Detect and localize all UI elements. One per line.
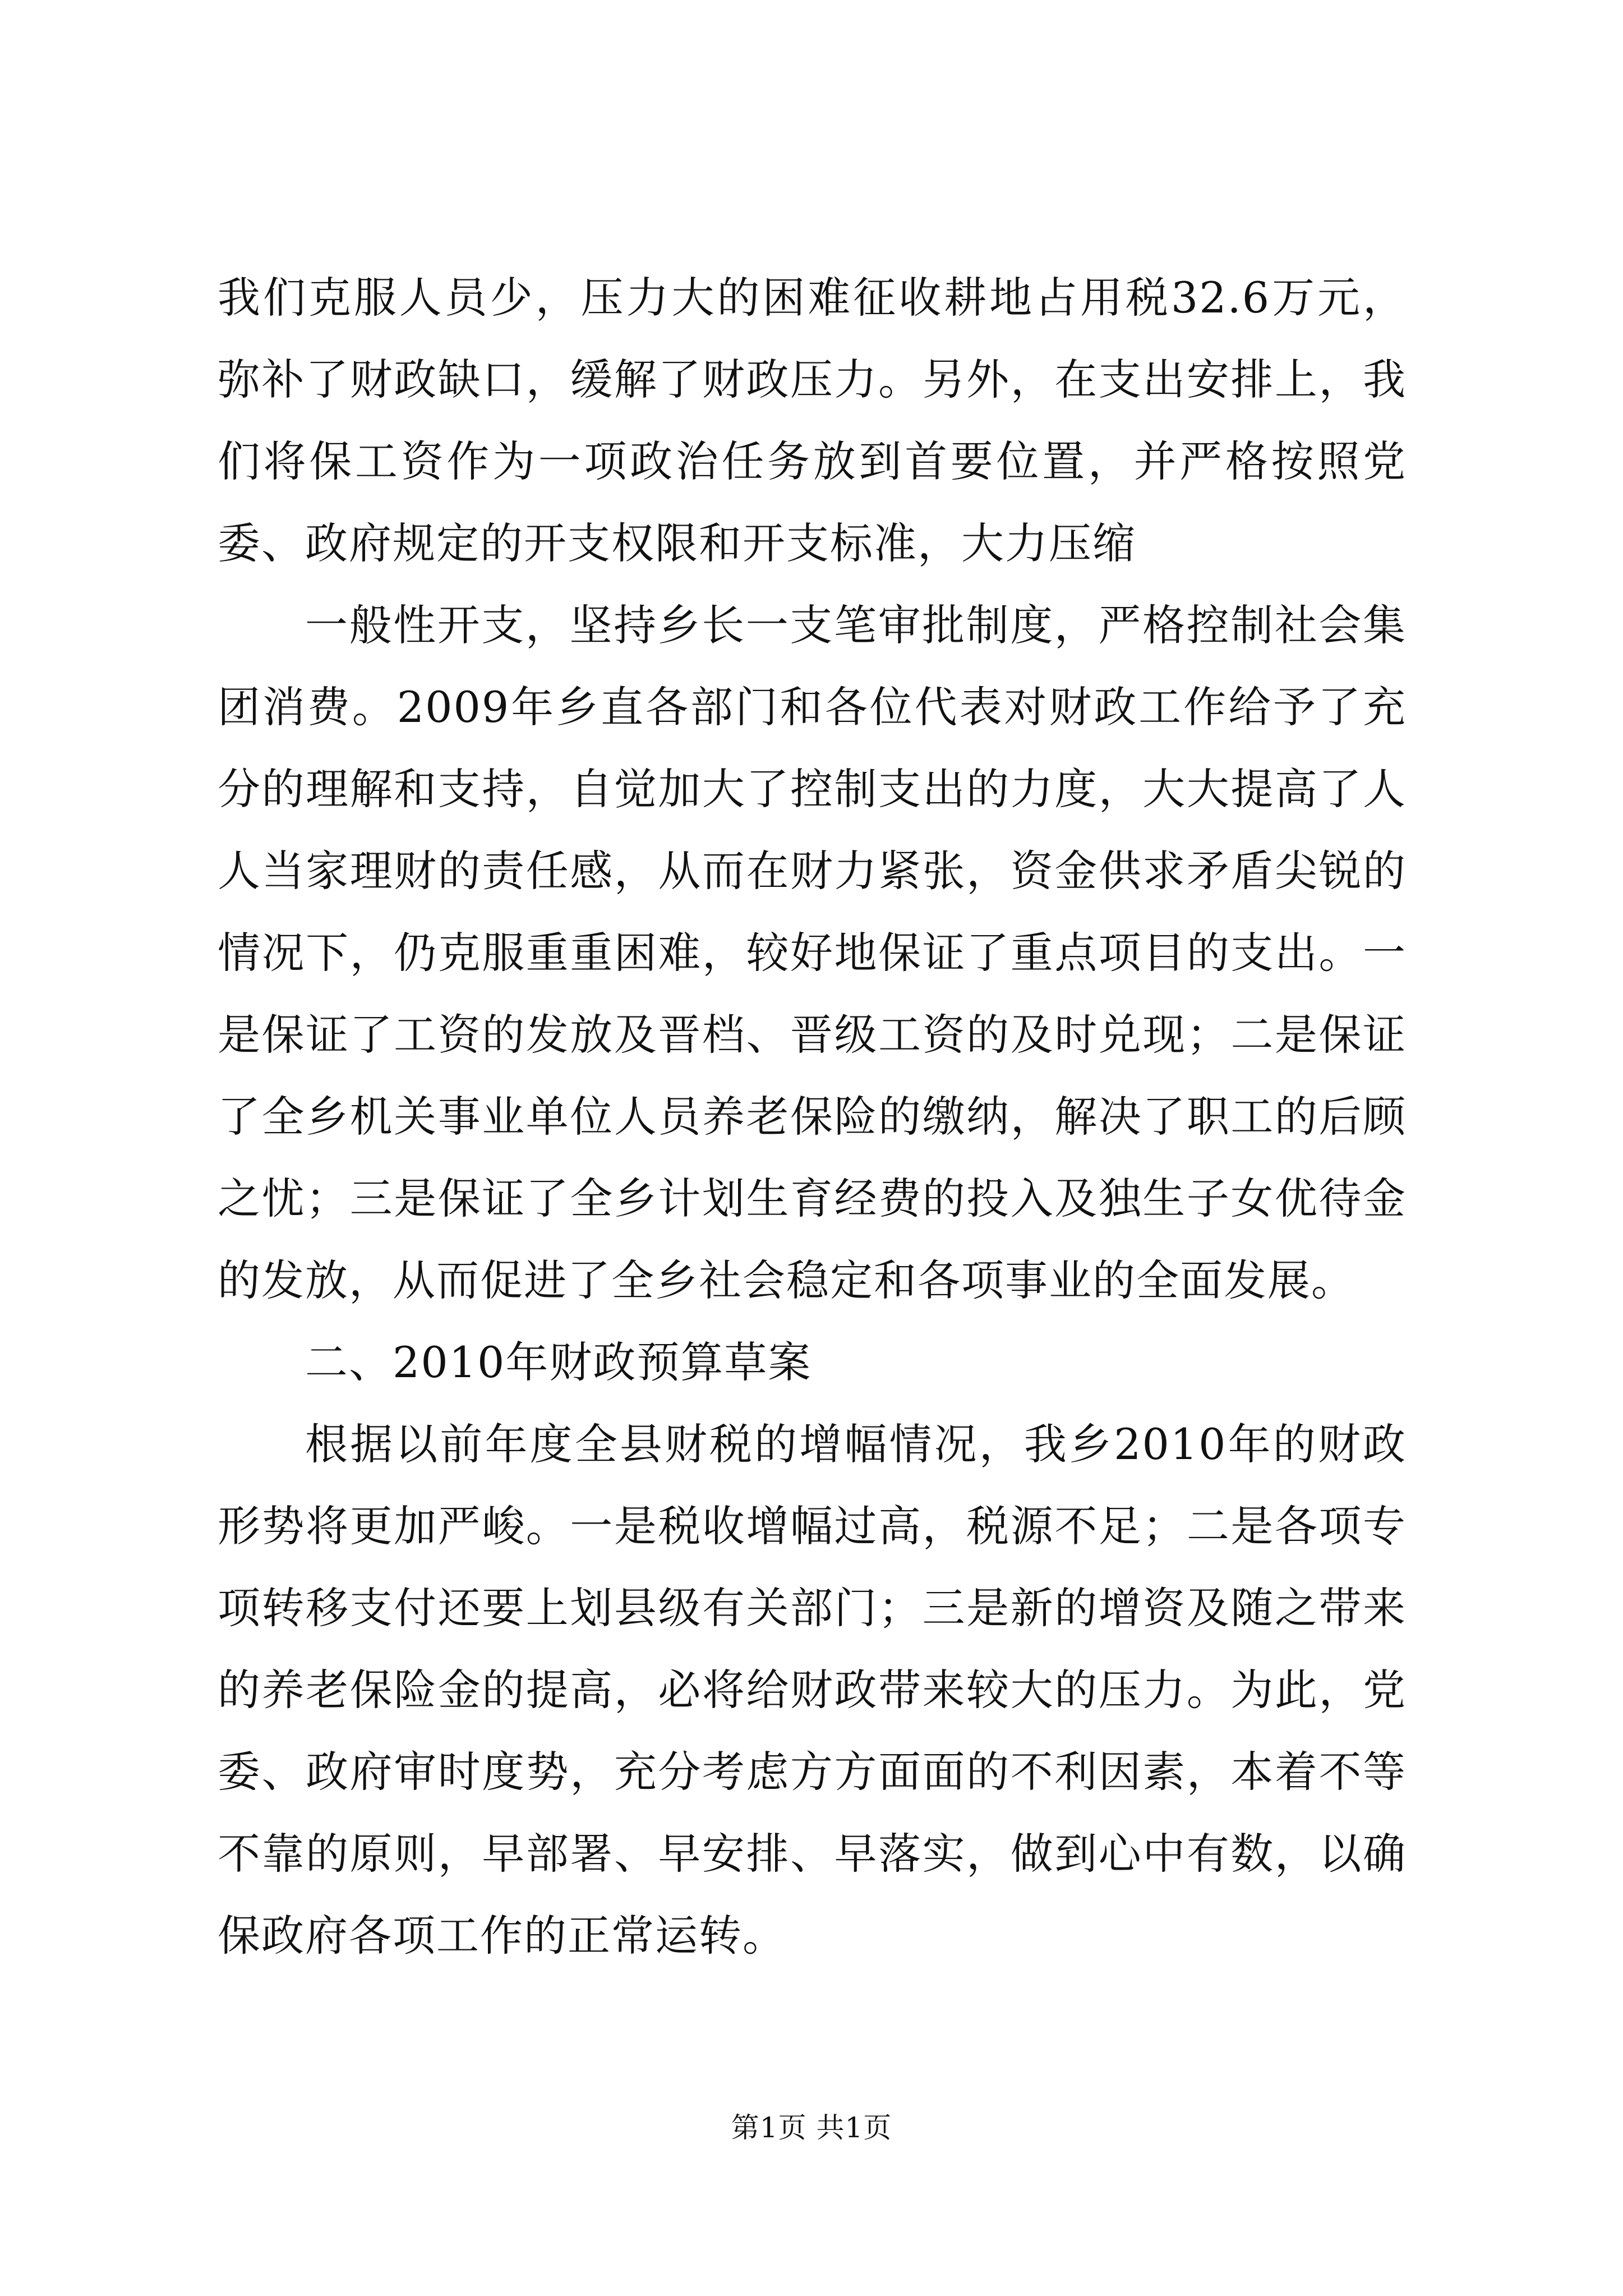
section-heading-budget-draft: 二、2010年财政预算草案	[305, 1337, 812, 1387]
paragraph-budget-outlook: 根据以前年度全县财税的增幅情况，我乡2010年的财政形势将更加严峻。一是税收增幅过高，税源不足；二是各项专项转移支付还要上划县级有关部门；三是新的增资及随之带来的养老保险金的提高，必将给财政带来较大的压力。为此，党委、政府审时度势，充分考虑方方面面的不利因素，本着不等不靠的原则，早部署、早安排、早落实，做到心中有数，以确保政府各项工作的正常运转。	[218, 1419, 1407, 1961]
document-body	[218, 257, 1407, 1977]
paragraph-continuation: 我们克服人员少，压力大的困难征收耕地占用税32.6万元，弥补了财政缺口，缓解了财政压力。另外，在支出安排上，我们将保工资作为一项政治任务放到首要位置，并严格按照党委、政府规定的开支权限和开支标准，大力压缩	[218, 273, 1407, 568]
paragraph-spending-control: 一般性开支，坚持乡长一支笔审批制度，严格控制社会集团消费。2009年乡直各部门和各位代表对财政工作给予了充分的理解和支持，自觉加大了控制支出的力度，大大提高了人人当家理财的责任感，从而在财力紧张，资金供求矛盾尖锐的情况下，仍克服重重困难，较好地保证了重点项目的支出。一是保证了工资的发放及晋档、晋级工资的及时兑现；二是保证了全乡机关事业单位人员养老保险的缴纳，解决了职工的后顾之忧；三是保证了全乡计划生育经费的投入及独生子女优待金的发放，从而促进了全乡社会稳定和各项事业的全面发展。	[218, 600, 1407, 1305]
page-footer: 第1页 共1页	[731, 2111, 892, 2144]
